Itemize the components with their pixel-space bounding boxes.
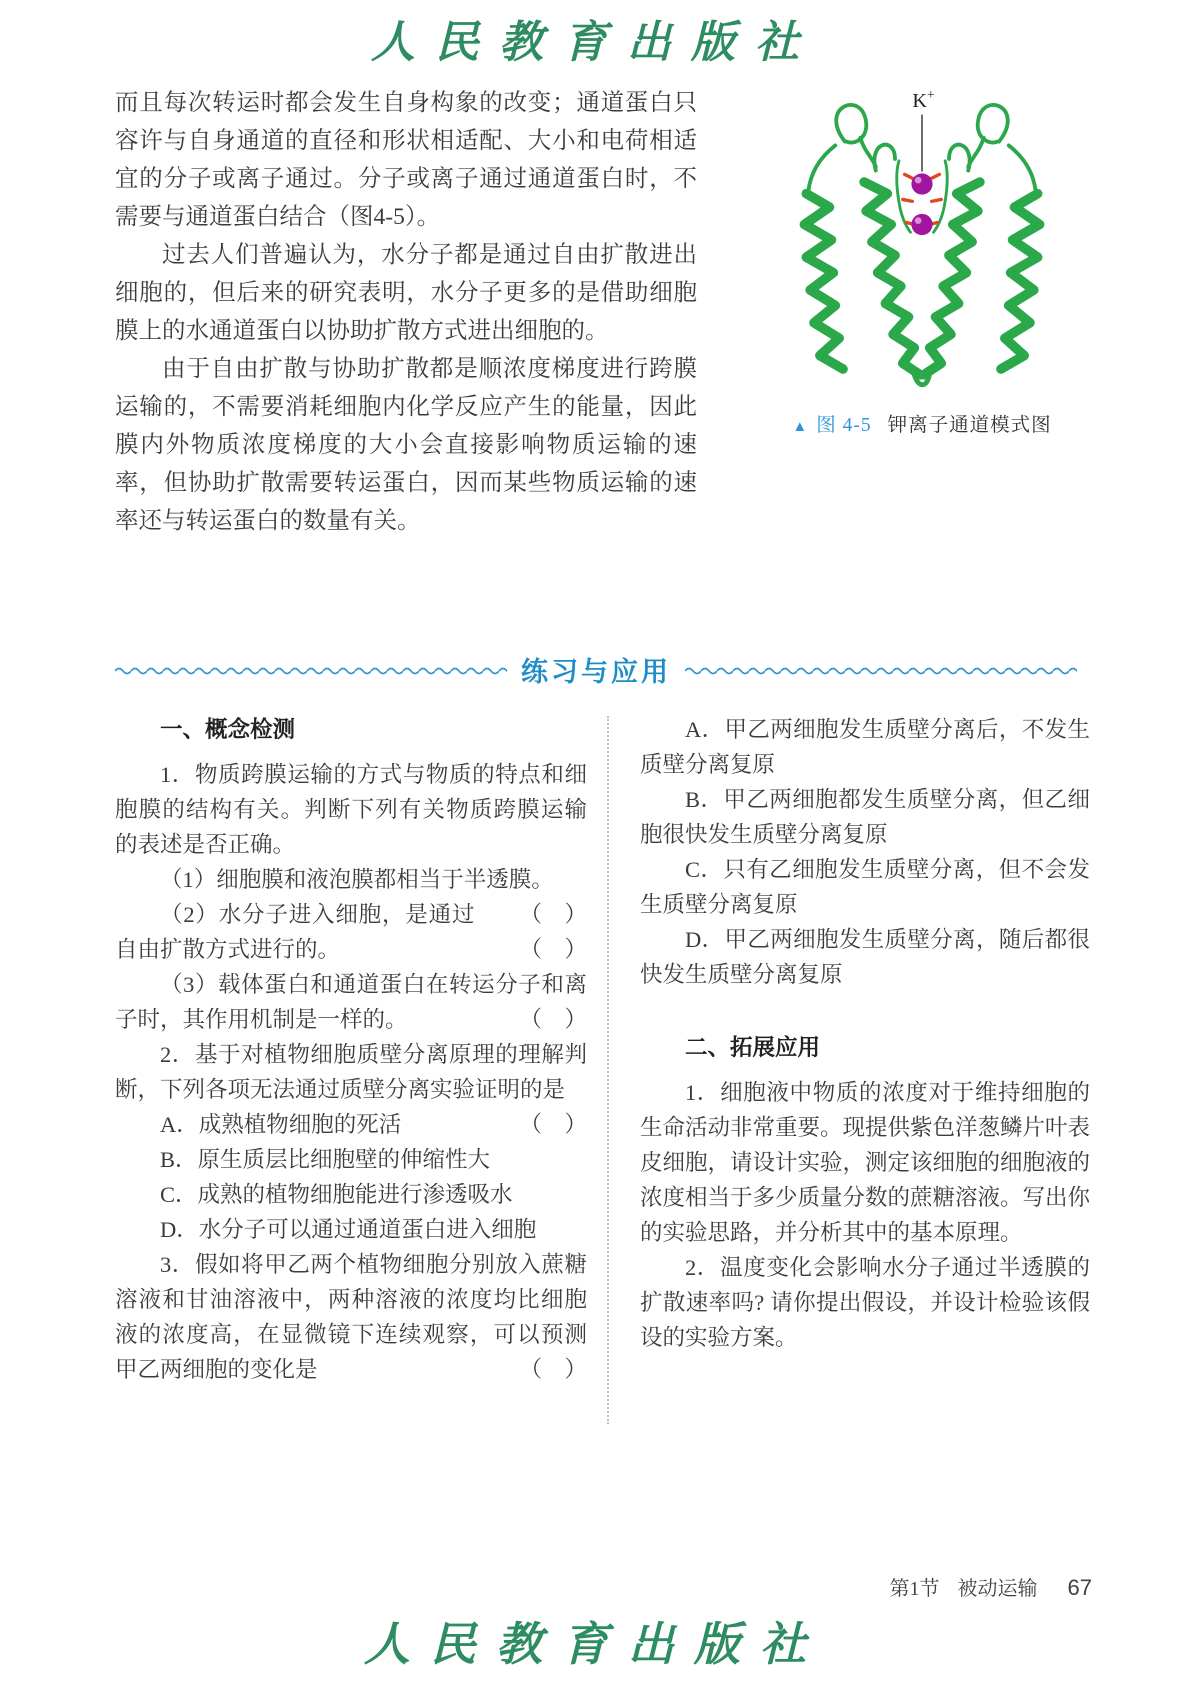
question-text: 2．基于对植物细胞质壁分离原理的理解判断，下列各项无法通过质壁分离实验证明的是 (115, 1042, 587, 1102)
page-footer (890, 1572, 1092, 1601)
question-1-item-1 (115, 862, 587, 927)
section-title-concept-check: 一、概念检测 (160, 717, 296, 742)
answer-blank: （ ） (519, 937, 587, 962)
exercise-column-right (640, 712, 1090, 1355)
footer-section-title: 被动运输 (957, 1578, 1038, 1600)
question-3-option-b: B．甲乙两细胞都发生质壁分离，但乙细胞很快发生质壁分离复原 (640, 787, 1090, 847)
publisher-watermark-top: 人民教育出版社 (371, 17, 819, 68)
question-1-item-3 (115, 967, 587, 1037)
question-2-option-a: A．成熟植物细胞的死活 (160, 1112, 402, 1137)
footer-section-number: 第1节 (889, 1578, 940, 1600)
answer-blank: （ ） (519, 1357, 587, 1382)
potassium-ion (911, 214, 932, 235)
question-2-option-c: C．成熟的植物细胞能进行渗透吸水 (160, 1182, 513, 1207)
ion-label: K+ (912, 87, 935, 112)
extension-question-2: 2．温度变化会影响水分子通过半透膜的扩散速率吗? 请你提出假设，并设计检验该假设的实验方案。 (640, 1255, 1090, 1350)
question-1: 1．物质跨膜运输的方式与物质的特点和细胞膜的结构有关。判断下列有关物质跨膜运输的表述是否正确。 (115, 762, 587, 857)
exercises-header (115, 650, 1077, 689)
answer-blank: （ ） (519, 1112, 587, 1137)
potassium-ion (911, 173, 932, 194)
item-text: （2）水分子进入细胞，是通过自由扩散方式进行的。 (115, 902, 475, 962)
figure-caption (752, 409, 1092, 437)
item-text: （1）细胞膜和液泡膜都相当于半透膜。 (160, 867, 554, 892)
item-text: （3）载体蛋白和通道蛋白在转运分子和离子时，其作用机制是一样的。 (115, 972, 587, 1032)
question-text: 3．假如将甲乙两个植物细胞分别放入蔗糖溶液和甘油溶液中，两种溶液的浓度均比细胞液的浓度高，在显微镜下连续观察，可以预测甲乙两细胞的变化是 (115, 1252, 587, 1382)
paragraph: 而且每次转运时都会发生自身构象的改变；通道蛋白只容许与自身通道的直径和形状相适配、大小和电荷相适宜的分子或离子通过。分子或离子通过通道蛋白时，不需要与通道蛋白结合（图4-5）。 (115, 90, 697, 230)
publisher-watermark-bottom: 人民教育出版社 (364, 1617, 826, 1671)
exercises-title: 练习与应用 (521, 657, 671, 687)
main-text-block (115, 84, 697, 540)
caption-text: 钾离子通道模式图 (887, 415, 1052, 436)
figure-4-5 (752, 78, 1092, 437)
column-divider (607, 716, 609, 1424)
question-3 (115, 1247, 587, 1387)
question-2-option-d: D．水分子可以通过通道蛋白进入细胞 (160, 1217, 537, 1242)
question-3-option-d: D．甲乙两细胞发生质壁分离，随后都很快发生质壁分离复原 (640, 927, 1090, 987)
caption-triangle-icon: ▲ (792, 419, 809, 435)
potassium-channel-illustration (762, 78, 1082, 396)
caption-number: 图 4-5 (816, 415, 872, 436)
page-number: 67 (1067, 1575, 1092, 1600)
exercise-column-left (115, 712, 587, 1387)
question-2-option-b: B．原生质层比细胞壁的伸缩性大 (160, 1147, 491, 1172)
paragraph: 由于自由扩散与协助扩散都是顺浓度梯度进行跨膜运输的，不需要消耗细胞内化学反应产生的能量，因此膜内外物质浓度梯度的大小会直接影响物质运输的速率，但协助扩散需要转运蛋白，因而某些物质运输的速率还与转运蛋白的数量有关。 (115, 356, 697, 534)
extension-question-1: 1．细胞液中物质的浓度对于维持细胞的生命活动非常重要。现提供紫色洋葱鳞片叶表皮细胞，请设计实验，测定该细胞的细胞液的浓度相当于多少质量分数的蔗糖溶液。写出你的实验思路，并分析其中的基本原理。 (640, 1080, 1091, 1245)
question-3-option-c: C．只有乙细胞发生质壁分离，但不会发生质壁分离复原 (640, 857, 1090, 917)
wavy-rule-left (115, 665, 507, 675)
answer-blank: （ ） (519, 902, 587, 927)
paragraph: 过去人们普遍认为，水分子都是通过自由扩散进出细胞的，但后来的研究表明，水分子更多的是借助细胞膜上的水通道蛋白以协助扩散方式进出细胞的。 (115, 242, 697, 344)
answer-blank: （ ） (519, 1007, 587, 1032)
wavy-rule-right (685, 665, 1077, 675)
question-3-option-a: A．甲乙两细胞发生质壁分离后，不发生质壁分离复原 (640, 717, 1090, 777)
section-title-extension: 二、拓展应用 (685, 1035, 821, 1060)
